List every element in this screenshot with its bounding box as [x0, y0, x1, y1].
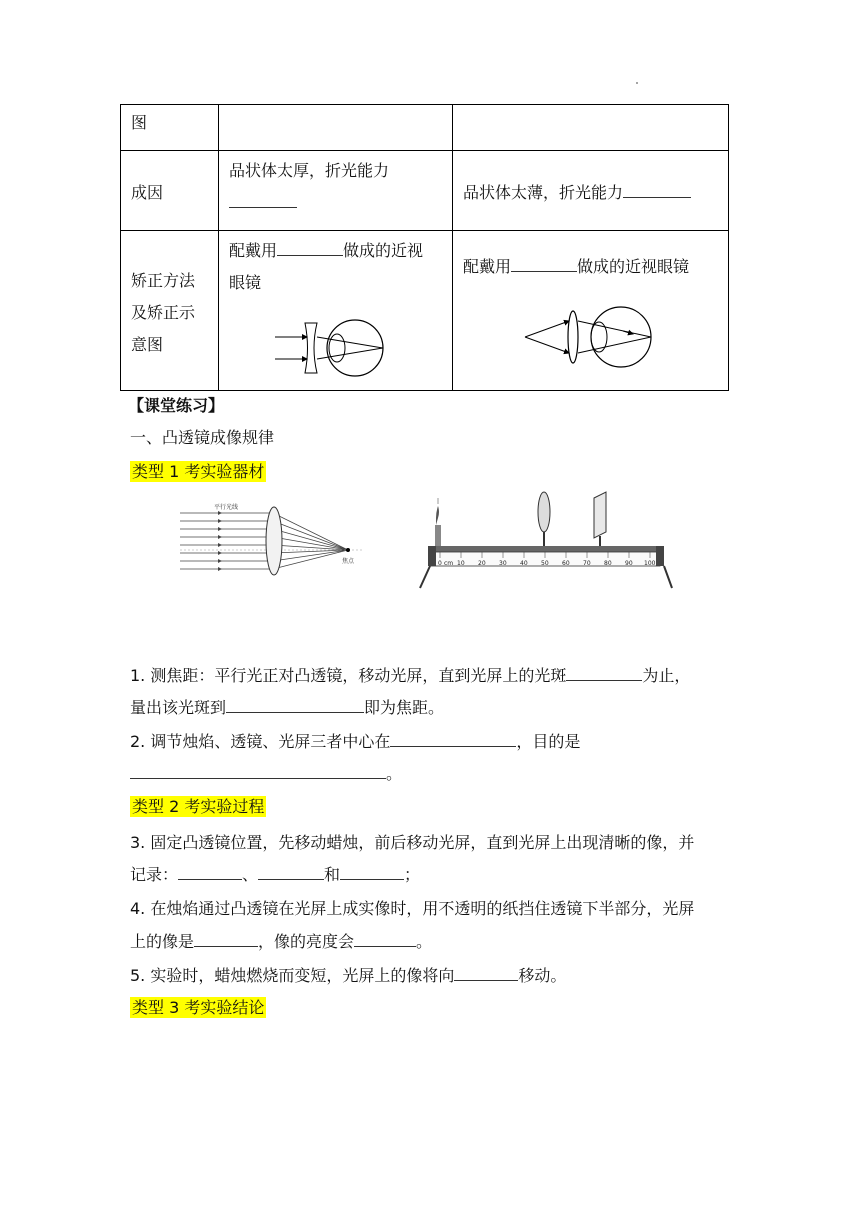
ruler-tick-label: 100	[644, 560, 656, 567]
ruler-tick-label: 30	[499, 560, 507, 567]
question-3-line-2: 记录： 、 和 ；	[130, 858, 735, 892]
blank-line[interactable]	[277, 237, 343, 256]
question-4-line-2: 上的像是 ，像的亮度会 。	[130, 925, 735, 959]
eye-defect-table	[120, 104, 729, 391]
cause-hyperopia-text: 品状体太薄，折光能力	[453, 173, 728, 209]
table-row-figure	[121, 105, 729, 151]
optical-bench-diagram	[416, 490, 678, 590]
row-label-figure: 图	[131, 113, 148, 132]
ruler-tick-label: 0	[438, 560, 442, 567]
ruler-unit: cm	[444, 560, 454, 567]
question-2-line-1: 2. 调节烛焰、透镜、光屏三者中心在 ，目的是	[130, 725, 735, 759]
stray-dot	[636, 82, 638, 84]
cell-figure-myopia	[219, 105, 453, 151]
ruler-tick-label: 40	[520, 560, 528, 567]
question-4-line-1: 4. 在烛焰通过凸透镜在光屏上成实像时，用不透明的纸挡住透镜下半部分，光屏	[130, 899, 695, 918]
parallel-light-label: 平行光线	[214, 504, 239, 511]
blank-line[interactable]	[566, 662, 642, 681]
part1-title: 一、凸透镜成像规律	[130, 428, 275, 447]
ruler-tick-label: 80	[604, 560, 612, 567]
focus-label: 焦点	[342, 558, 355, 565]
practice-title: 【课堂练习】	[128, 396, 225, 415]
blank-line[interactable]	[454, 962, 518, 981]
blank-line[interactable]	[623, 179, 691, 198]
convex-lens-focus-diagram	[178, 503, 368, 577]
ruler-tick-label: 90	[625, 560, 633, 567]
correction-hyperopia-text: 配戴用 做成的近视眼镜	[453, 231, 728, 283]
ruler-tick-label: 60	[562, 560, 570, 567]
question-5: 5. 实验时，蜡烛燃烧而变短，光屏上的像将向 移动。	[130, 959, 735, 993]
ruler-tick-label: 20	[478, 560, 486, 567]
blank-line[interactable]	[194, 928, 258, 947]
table-row-correction	[121, 231, 729, 391]
type1-heading: 类型 1 考实验器材	[132, 462, 265, 481]
cell-figure-hyperopia	[453, 105, 729, 151]
question-1-line-1: 1. 测焦距：平行光正对凸透镜，移动光屏，直到光屏上的光斑 为止，	[130, 659, 735, 693]
blank-line[interactable]	[354, 928, 416, 947]
blank-line[interactable]	[130, 760, 386, 779]
table-row-cause	[121, 151, 729, 231]
type2-heading: 类型 2 考实验过程	[132, 797, 265, 816]
row-label-cause: 成因	[131, 182, 164, 202]
ruler-tick-label: 50	[541, 560, 549, 567]
correction-myopia-text: 配戴用 做成的近视 眼镜	[219, 231, 452, 299]
cause-myopia-text: 品状体太厚，折光能力	[219, 151, 452, 219]
blank-line[interactable]	[340, 861, 404, 880]
blank-line[interactable]	[390, 728, 516, 747]
blank-line[interactable]	[178, 861, 242, 880]
blank-line[interactable]	[229, 189, 297, 208]
question-2-line-2: 。	[130, 757, 735, 791]
ruler-tick-label: 70	[583, 560, 591, 567]
blank-line[interactable]	[226, 694, 364, 713]
ruler-tick-label: 10	[457, 560, 465, 567]
type3-heading: 类型 3 考实验结论	[132, 998, 265, 1017]
question-1-line-2: 量出该光斑到 即为焦距。	[130, 691, 735, 725]
blank-line[interactable]	[258, 861, 324, 880]
blank-line[interactable]	[511, 253, 577, 272]
row-label-correction: 矫正方法 及矫正示 意图	[131, 270, 196, 354]
hyperopia-correction-diagram	[523, 297, 663, 377]
myopia-correction-diagram	[273, 319, 393, 381]
question-3-line-1: 3. 固定凸透镜位置，先移动蜡烛，前后移动光屏，直到光屏上出现清晰的像，并	[130, 833, 695, 852]
